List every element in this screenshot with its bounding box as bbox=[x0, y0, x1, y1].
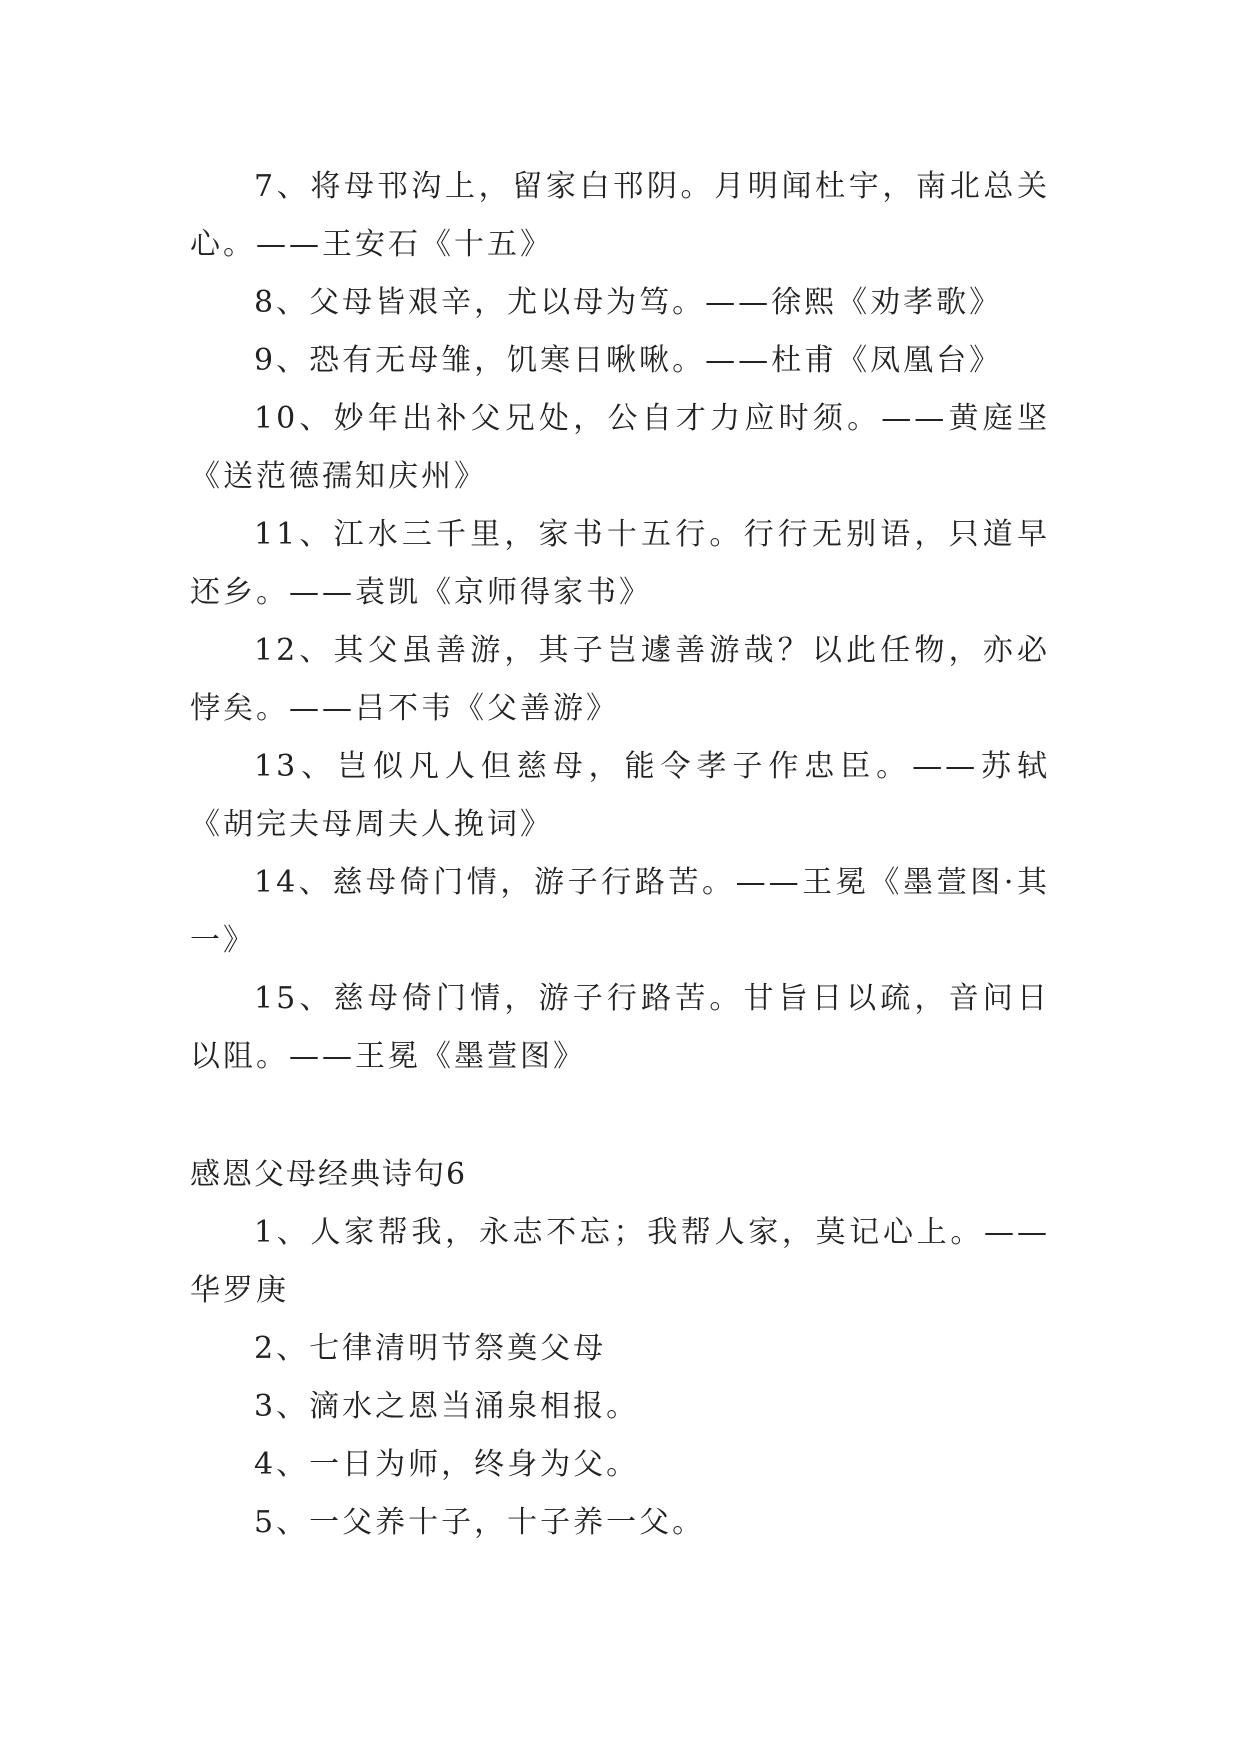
list-item: 11、江水三千里，家书十五行。行行无别语，只道早还乡。——袁凯《京师得家书》 bbox=[190, 517, 1050, 610]
list-item: 7、将母邗沟上，留家白邗阴。月明闻杜宇，南北总关心。——王安石《十五》 bbox=[190, 169, 1050, 262]
section-heading: 感恩父母经典诗句6 bbox=[190, 1157, 468, 1192]
list-item: 8、父母皆艰辛，尤以母为笃。——徐熙《劝孝歌》 bbox=[254, 285, 1003, 320]
list-item: 14、慈母倚门情，游子行路苦。——王冕《墨萱图·其一》 bbox=[190, 865, 1050, 958]
list-item: 13、岂似凡人但慈母，能令孝子作忠臣。——苏轼《胡完夫母周夫人挽词》 bbox=[190, 749, 1050, 842]
list-item: 4、一日为师，终身为父。 bbox=[254, 1447, 640, 1482]
list-item: 1、人家帮我，永志不忘；我帮人家，莫记心上。——华罗庚 bbox=[190, 1215, 1050, 1308]
list-item: 2、七律清明节祭奠父母 bbox=[254, 1331, 607, 1366]
list-item: 9、恐有无母雏，饥寒日啾啾。——杜甫《凤凰台》 bbox=[254, 343, 1003, 378]
poem-list-section-6 bbox=[190, 1204, 1050, 1552]
list-item: 12、其父虽善游，其子岂遽善游哉？以此任物，亦必悖矣。——吕不韦《父善游》 bbox=[190, 633, 1050, 726]
list-item: 15、慈母倚门情，游子行路苦。甘旨日以疏，音问日以阻。——王冕《墨萱图》 bbox=[190, 981, 1050, 1074]
poem-list-continued bbox=[190, 158, 1050, 1086]
list-item: 10、妙年出补父兄处，公自才力应时须。——黄庭坚《送范德孺知庆州》 bbox=[190, 401, 1050, 494]
document-page bbox=[190, 158, 1050, 1552]
list-item: 5、一父养十子，十子养一父。 bbox=[254, 1505, 706, 1540]
list-item: 3、滴水之恩当涌泉相报。 bbox=[254, 1389, 640, 1424]
